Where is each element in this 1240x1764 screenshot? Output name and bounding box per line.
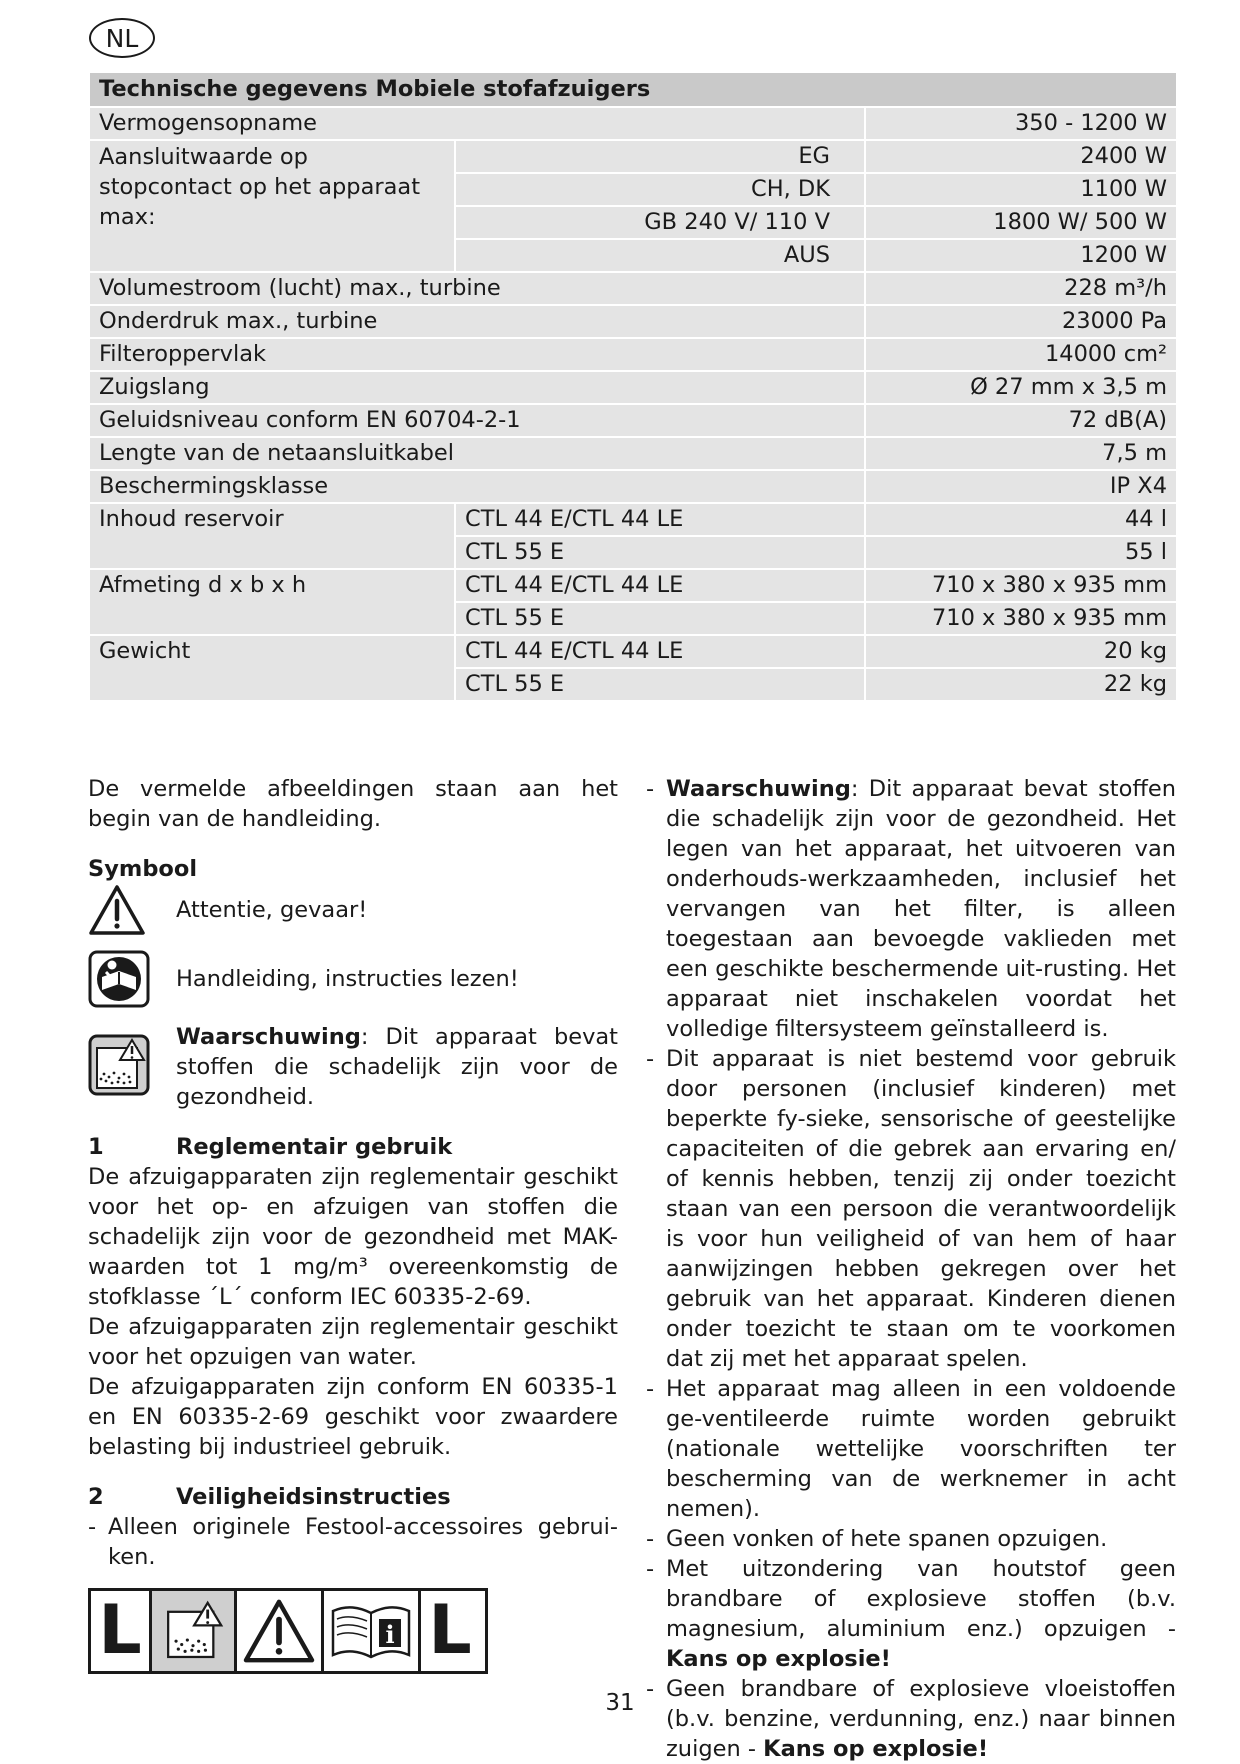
list-item-text <box>666 1674 1176 1764</box>
list-dash: - <box>646 776 655 802</box>
spec-label: Lengte van de netaansluitkabel <box>89 437 865 470</box>
spec-label: Afmeting d x b x h <box>89 569 455 635</box>
spec-model: CTL 44 E/CTL 44 LE <box>455 635 865 668</box>
list-item <box>646 1044 1176 1374</box>
table-header-row <box>89 72 1177 107</box>
list-item <box>88 1512 618 1572</box>
spec-region: CH, DK <box>455 173 865 206</box>
table-row <box>89 404 1177 437</box>
list-dash: - <box>646 1376 655 1402</box>
section-title: Reglementair gebruik <box>176 1134 453 1160</box>
spec-label: Zuigslang <box>89 371 865 404</box>
list-item-text: Alleen originele Festool-accessoires gebrui-ken. <box>108 1514 618 1570</box>
spec-model: CTL 44 E/CTL 44 LE <box>455 569 865 602</box>
warning-bold-label: Waarschuwing <box>176 1024 361 1050</box>
section-title: Veiligheidsinstructies <box>176 1484 451 1510</box>
hazardous-dust-label-icon <box>152 1591 237 1671</box>
symbol-heading: Symbool <box>88 856 198 882</box>
list-item-text: Dit apparaat is niet bestemd voor gebruik door personen (inclusief kinderen) met beperkte fy-sieke, sensorische of geestelijke capaciteiten of die gebrek aan ervaring en/ of kennis hebben, tenzij zij onder toezicht staan van een persoon die verantwoordelijk is voor hun veiligheid of van hem of haar aanwijzingen hebben gekregen over het gebruik van het apparaat. Kinderen dienen onder toezicht te staan om te voorkomen dat zij met het apparaat spelen. <box>666 1046 1176 1372</box>
warning-bold-label: Waarschuwing <box>666 776 851 802</box>
list-item-body: Geen brandbare of explosieve vloeistoffen (b.v. benzine, verdunning, enz.) naar binnen zuigen - <box>666 1676 1176 1762</box>
right-column <box>646 774 1176 1764</box>
symbol-manual-text: Handleiding, instructies lezen! <box>176 966 519 992</box>
spec-value: 7,5 m <box>865 437 1177 470</box>
table-row <box>89 371 1177 404</box>
symbol-manual-row <box>88 950 618 1008</box>
section-1-paragraph: De afzuigapparaten zijn conform EN 60335-1 en EN 60335-2-69 geschikt voor zwaardere belasting bij industrieel gebruik. <box>88 1374 618 1460</box>
spec-table <box>88 71 1178 702</box>
spec-model: CTL 55 E <box>455 602 865 635</box>
spec-value: 1100 W <box>865 173 1177 206</box>
spec-value: 22 kg <box>865 668 1177 701</box>
spec-value: 2400 W <box>865 140 1177 173</box>
list-dash: - <box>88 1514 97 1540</box>
list-dash: - <box>646 1526 655 1552</box>
table-row <box>89 107 1177 140</box>
spec-label: Inhoud reservoir <box>89 503 455 569</box>
warning-text: : Dit apparaat bevat stoffen die schadelijk zijn voor de gezondheid. <box>176 1024 618 1110</box>
spec-value: Ø 27 mm x 3,5 m <box>865 371 1177 404</box>
section-number: 1 <box>88 1134 104 1160</box>
spec-value: 14000 cm² <box>865 338 1177 371</box>
spec-value: IP X4 <box>865 470 1177 503</box>
spec-value: 72 dB(A) <box>865 404 1177 437</box>
warning-triangle-icon <box>88 884 154 936</box>
table-row <box>89 272 1177 305</box>
spec-value: 23000 Pa <box>865 305 1177 338</box>
spec-value: 1200 W <box>865 239 1177 272</box>
explosion-warning: Kans op explosie! <box>666 1646 891 1672</box>
table-title: Technische gegevens Mobiele stofafzuigers <box>89 72 1177 107</box>
symbol-hazard-text <box>176 1022 618 1112</box>
list-item <box>646 774 1176 1044</box>
spec-value: 20 kg <box>865 635 1177 668</box>
dust-class-l-right <box>421 1591 479 1671</box>
left-column <box>88 774 618 1674</box>
section-1-paragraph: De afzuigapparaten zijn reglementair geschikt voor het opzuigen van water. <box>88 1314 618 1370</box>
list-item-text: Het apparaat mag alleen in een voldoende ge-ventileerde ruimte worden gebruikt (nationale wettelijke voorschriften ter bescherming van de werknemer in acht nemen). <box>666 1376 1176 1522</box>
spec-value: 44 l <box>865 503 1177 536</box>
table-row <box>89 437 1177 470</box>
table-row <box>89 140 1177 173</box>
list-item <box>646 1674 1176 1764</box>
list-item-text <box>666 774 1176 1044</box>
table-row <box>89 503 1177 536</box>
symbol-hazard-row <box>88 1022 618 1112</box>
spec-label: Onderdruk max., turbine <box>89 305 865 338</box>
spec-region: EG <box>455 140 865 173</box>
spec-label: Beschermingsklasse <box>89 470 865 503</box>
svg-text:i: i <box>385 1620 395 1649</box>
read-manual-icon <box>88 950 154 1008</box>
table-row <box>89 470 1177 503</box>
dust-class-l-left <box>91 1591 152 1671</box>
spec-value: 55 l <box>865 536 1177 569</box>
spec-value: 228 m³/h <box>865 272 1177 305</box>
list-dash: - <box>646 1046 655 1072</box>
manual-book-label-icon <box>324 1591 421 1671</box>
list-dash: - <box>646 1676 655 1702</box>
list-item-text: Geen vonken of hete spanen opzuigen. <box>666 1526 1108 1552</box>
dust-class-letter: L <box>98 1591 142 1670</box>
spec-value: 1800 W/ 500 W <box>865 206 1177 239</box>
table-row <box>89 338 1177 371</box>
intro-text: De vermelde afbeeldingen staan aan het begin van de handleiding. <box>88 776 618 832</box>
explosion-warning: Kans op explosie! <box>763 1736 989 1762</box>
dust-class-letter: L <box>428 1591 472 1670</box>
list-item <box>646 1524 1176 1554</box>
language-badge: NL <box>89 18 155 58</box>
spec-label: Geluidsniveau conform EN 60704-2-1 <box>89 404 865 437</box>
table-row <box>89 635 1177 668</box>
warning-text: : Dit apparaat bevat stoffen die schadelijk zijn voor de gezondheid. Het legen van het apparaat, het uitvoeren van onderhouds-werkzaamheden, inclusief het vervangen van het filter, is alleen toegestaan aan bevoegde vaklieden met een geschikte beschermende uit-rusting. Het apparaat niet inschakelen voordat het volledige filtersysteem geïnstalleerd is. <box>666 776 1176 1042</box>
symbol-attention-text: Attentie, gevaar! <box>176 897 368 923</box>
list-dash: - <box>646 1556 655 1582</box>
spec-model: CTL 55 E <box>455 536 865 569</box>
spec-label: Gewicht <box>89 635 455 701</box>
page-number: 31 <box>605 1690 635 1716</box>
warning-triangle-label-icon <box>237 1591 324 1671</box>
section-1-heading <box>88 1132 618 1162</box>
spec-label: Volumestroom (lucht) max., turbine <box>89 272 865 305</box>
spec-model: CTL 44 E/CTL 44 LE <box>455 503 865 536</box>
table-row <box>89 569 1177 602</box>
dust-class-label-strip <box>88 1588 488 1674</box>
spec-value: 350 - 1200 W <box>865 107 1177 140</box>
spec-label: Aansluitwaarde op stopcontact op het apparaat max: <box>89 140 455 272</box>
list-item <box>646 1374 1176 1524</box>
spec-label: Filteroppervlak <box>89 338 865 371</box>
list-item <box>646 1554 1176 1674</box>
list-item-body: Met uitzondering van houtstof geen brandbare of explosieve stoffen (b.v. magnesium, aluminium enz.) opzuigen - <box>666 1556 1176 1642</box>
hazardous-dust-icon <box>88 1022 154 1096</box>
spec-model: CTL 55 E <box>455 668 865 701</box>
list-item-text <box>666 1554 1176 1674</box>
section-1-paragraph: De afzuigapparaten zijn reglementair geschikt voor het op- en afzuigen van stoffen die schadelijk zijn voor de gezondheid met MAK-waarden tot 1 mg/m³ overeenkomstig de stofklasse ´L´ conform IEC 60335-2-69. <box>88 1164 618 1310</box>
spec-value: 710 x 380 x 935 mm <box>865 602 1177 635</box>
section-number: 2 <box>88 1484 104 1510</box>
spec-value: 710 x 380 x 935 mm <box>865 569 1177 602</box>
section-2-heading <box>88 1482 618 1512</box>
spec-region: GB 240 V/ 110 V <box>455 206 865 239</box>
spec-label: Vermogensopname <box>89 107 865 140</box>
spec-region: AUS <box>455 239 865 272</box>
table-row <box>89 305 1177 338</box>
symbol-attention-row <box>88 884 618 936</box>
